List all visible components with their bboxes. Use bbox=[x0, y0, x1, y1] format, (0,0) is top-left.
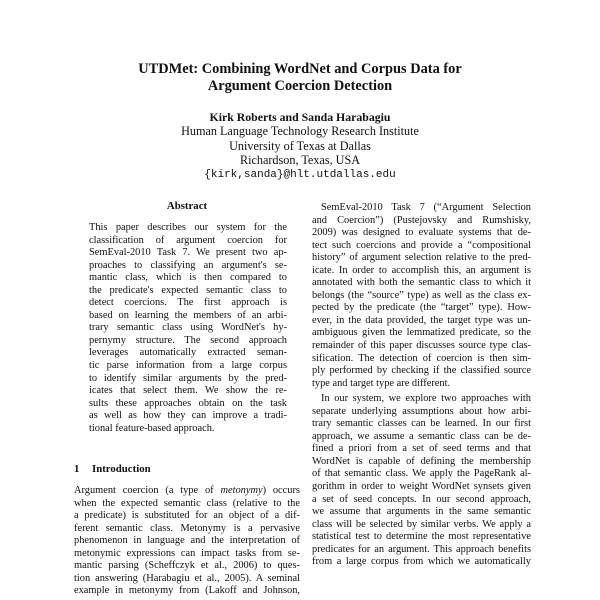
abstract-body bbox=[89, 222, 287, 435]
abstract-line: detect coercions. The first approach is bbox=[89, 297, 287, 309]
title-line-2: Argument Coercion Detection bbox=[207, 78, 393, 94]
intro-line: phenomenon in language and the interpretation of bbox=[74, 535, 300, 547]
abstract-heading: Abstract bbox=[166, 200, 208, 212]
title-line-1: UTDMet: Combining WordNet and Corpus Data for bbox=[138, 61, 462, 77]
authors: Kirk Roberts and Sanda Harabagiu bbox=[209, 110, 391, 124]
intro-line: ferent semantic class. Metonymy is a pervasive bbox=[74, 522, 300, 534]
institute: Human Language Technology Research Institute bbox=[181, 124, 419, 138]
right-col-line: ambiguous given the lemmatized predicate, so the bbox=[312, 327, 531, 339]
abstract-line: tional feature-based approach. bbox=[89, 422, 215, 434]
abstract-line: tic parse information from a large corpus bbox=[89, 360, 287, 372]
abstract-line: icates that select them. We show the re- bbox=[89, 385, 287, 397]
right-col-line: type and target type are different. bbox=[312, 377, 451, 389]
paper-title bbox=[60, 61, 540, 95]
email: {kirk,sanda}@hlt.utdallas.edu bbox=[204, 168, 396, 181]
right-col-line: pected by the predicate (the “target” type). How- bbox=[312, 302, 531, 314]
right-col-line: statistical test to determine the most representative bbox=[312, 531, 531, 543]
abstract-line: classification of argument coercion for bbox=[89, 234, 287, 246]
introduction-body bbox=[74, 485, 300, 598]
right-col-line: remainder of this paper discusses source type clas- bbox=[312, 340, 531, 352]
right-col-line: sification. The detection of coercion is then sim- bbox=[312, 352, 531, 364]
section-heading-introduction bbox=[74, 463, 151, 476]
right-col-line: of that semantic class. We apply the PageRank al- bbox=[312, 468, 531, 480]
intro-line: Argument coercion (a type of metonymy) occurs bbox=[74, 485, 300, 496]
right-column-body bbox=[312, 202, 531, 569]
affiliation bbox=[100, 124, 500, 182]
abstract-line: the predicate's expected semantic class to bbox=[89, 284, 287, 296]
right-col-line: from a large corpus from which we automatically bbox=[312, 556, 531, 568]
intro-line: tion answering (Harabagiu et al., 2005). A seminal bbox=[74, 572, 300, 584]
right-col-line: WordNet is capable of defining the membership bbox=[312, 455, 531, 467]
abstract-line: sults these approaches obtain on the task bbox=[89, 397, 287, 409]
right-col-line: history” of argument selection relative to the pred- bbox=[312, 252, 531, 264]
abstract-line: as well as how they can improve a tradi- bbox=[89, 410, 287, 422]
abstract-line: trary semantic class using WordNet's hy- bbox=[89, 322, 287, 334]
right-col-line: fined a priori from a set of seed terms and that bbox=[312, 443, 531, 455]
section-title: Introduction bbox=[92, 463, 151, 475]
intro-line: when the expected semantic class (relative to the bbox=[74, 497, 300, 509]
intro-line: example in metonymy from (Lakoff and Johnson, bbox=[74, 585, 300, 597]
right-col-line: approach, we assume a semantic class can be de- bbox=[312, 430, 531, 442]
abstract-line: mantic class, which is then compared to bbox=[89, 272, 287, 284]
abstract-line: leverages automatically extracted seman- bbox=[89, 347, 287, 359]
university: University of Texas at Dallas bbox=[229, 138, 371, 153]
right-col-line: trary semantic classes can be learned. In our first bbox=[312, 418, 531, 430]
section-number: 1 bbox=[74, 463, 80, 475]
abstract-line: based on learning the members of an arbi- bbox=[89, 309, 287, 321]
intro-line: mantic parsing (Scheffczyk et al., 2006) to ques- bbox=[74, 560, 300, 572]
right-col-line: separate underlying assumptions about how arbi- bbox=[312, 405, 531, 417]
right-col-line: we assume that arguments in the same semantic bbox=[312, 506, 531, 518]
intro-line: a predicate) is substituted for an object of a dif- bbox=[74, 510, 300, 522]
abstract-line: SemEval-2010 Task 7. We present two ap- bbox=[89, 247, 287, 259]
right-col-line: annotated with both the semantic class to which it bbox=[312, 277, 531, 289]
abstract-line: to identify similar arguments by the pred- bbox=[89, 372, 287, 384]
right-col-line: In our system, we explore two approaches with bbox=[321, 393, 531, 405]
abstract-line: pernymy structure. The second approach bbox=[89, 334, 287, 346]
emphasis-metonymy: metonymy bbox=[220, 485, 263, 496]
right-col-line: belongs (the “source” type) as well as the class ex- bbox=[312, 289, 531, 301]
right-col-line: predicates for an argument. This approach benefits bbox=[312, 543, 531, 555]
right-col-line: tect such coercions and provide a “compositional bbox=[312, 239, 531, 251]
right-col-line: ply performed by checking if the classified source bbox=[312, 365, 531, 377]
abstract-line: This paper describes our system for the bbox=[89, 222, 287, 233]
right-col-line: 2009) was designed to evaluate systems that de- bbox=[312, 227, 531, 239]
right-col-line: gorithm in order to weight WordNet synsets given bbox=[312, 481, 531, 493]
right-col-line: class will be selected by similar verbs. We apply a bbox=[312, 518, 531, 530]
location: Richardson, Texas, USA bbox=[239, 153, 361, 167]
intro-line: metonymic expressions can impact tasks from se- bbox=[74, 547, 300, 559]
abstract-line: proaches to classifying an argument's se- bbox=[89, 259, 287, 271]
right-col-line: a set of seed concepts. In our second approach, bbox=[312, 493, 531, 505]
right-col-line: icate. In order to accomplish this, an argument is bbox=[312, 264, 531, 276]
right-col-line: ever, in the data provided, the target type was un- bbox=[312, 314, 531, 326]
right-col-line: SemEval-2010 Task 7 (“Argument Selection bbox=[321, 202, 531, 213]
right-col-line: and Coercion”) (Pustejovsky and Rumshisky, bbox=[312, 214, 531, 226]
